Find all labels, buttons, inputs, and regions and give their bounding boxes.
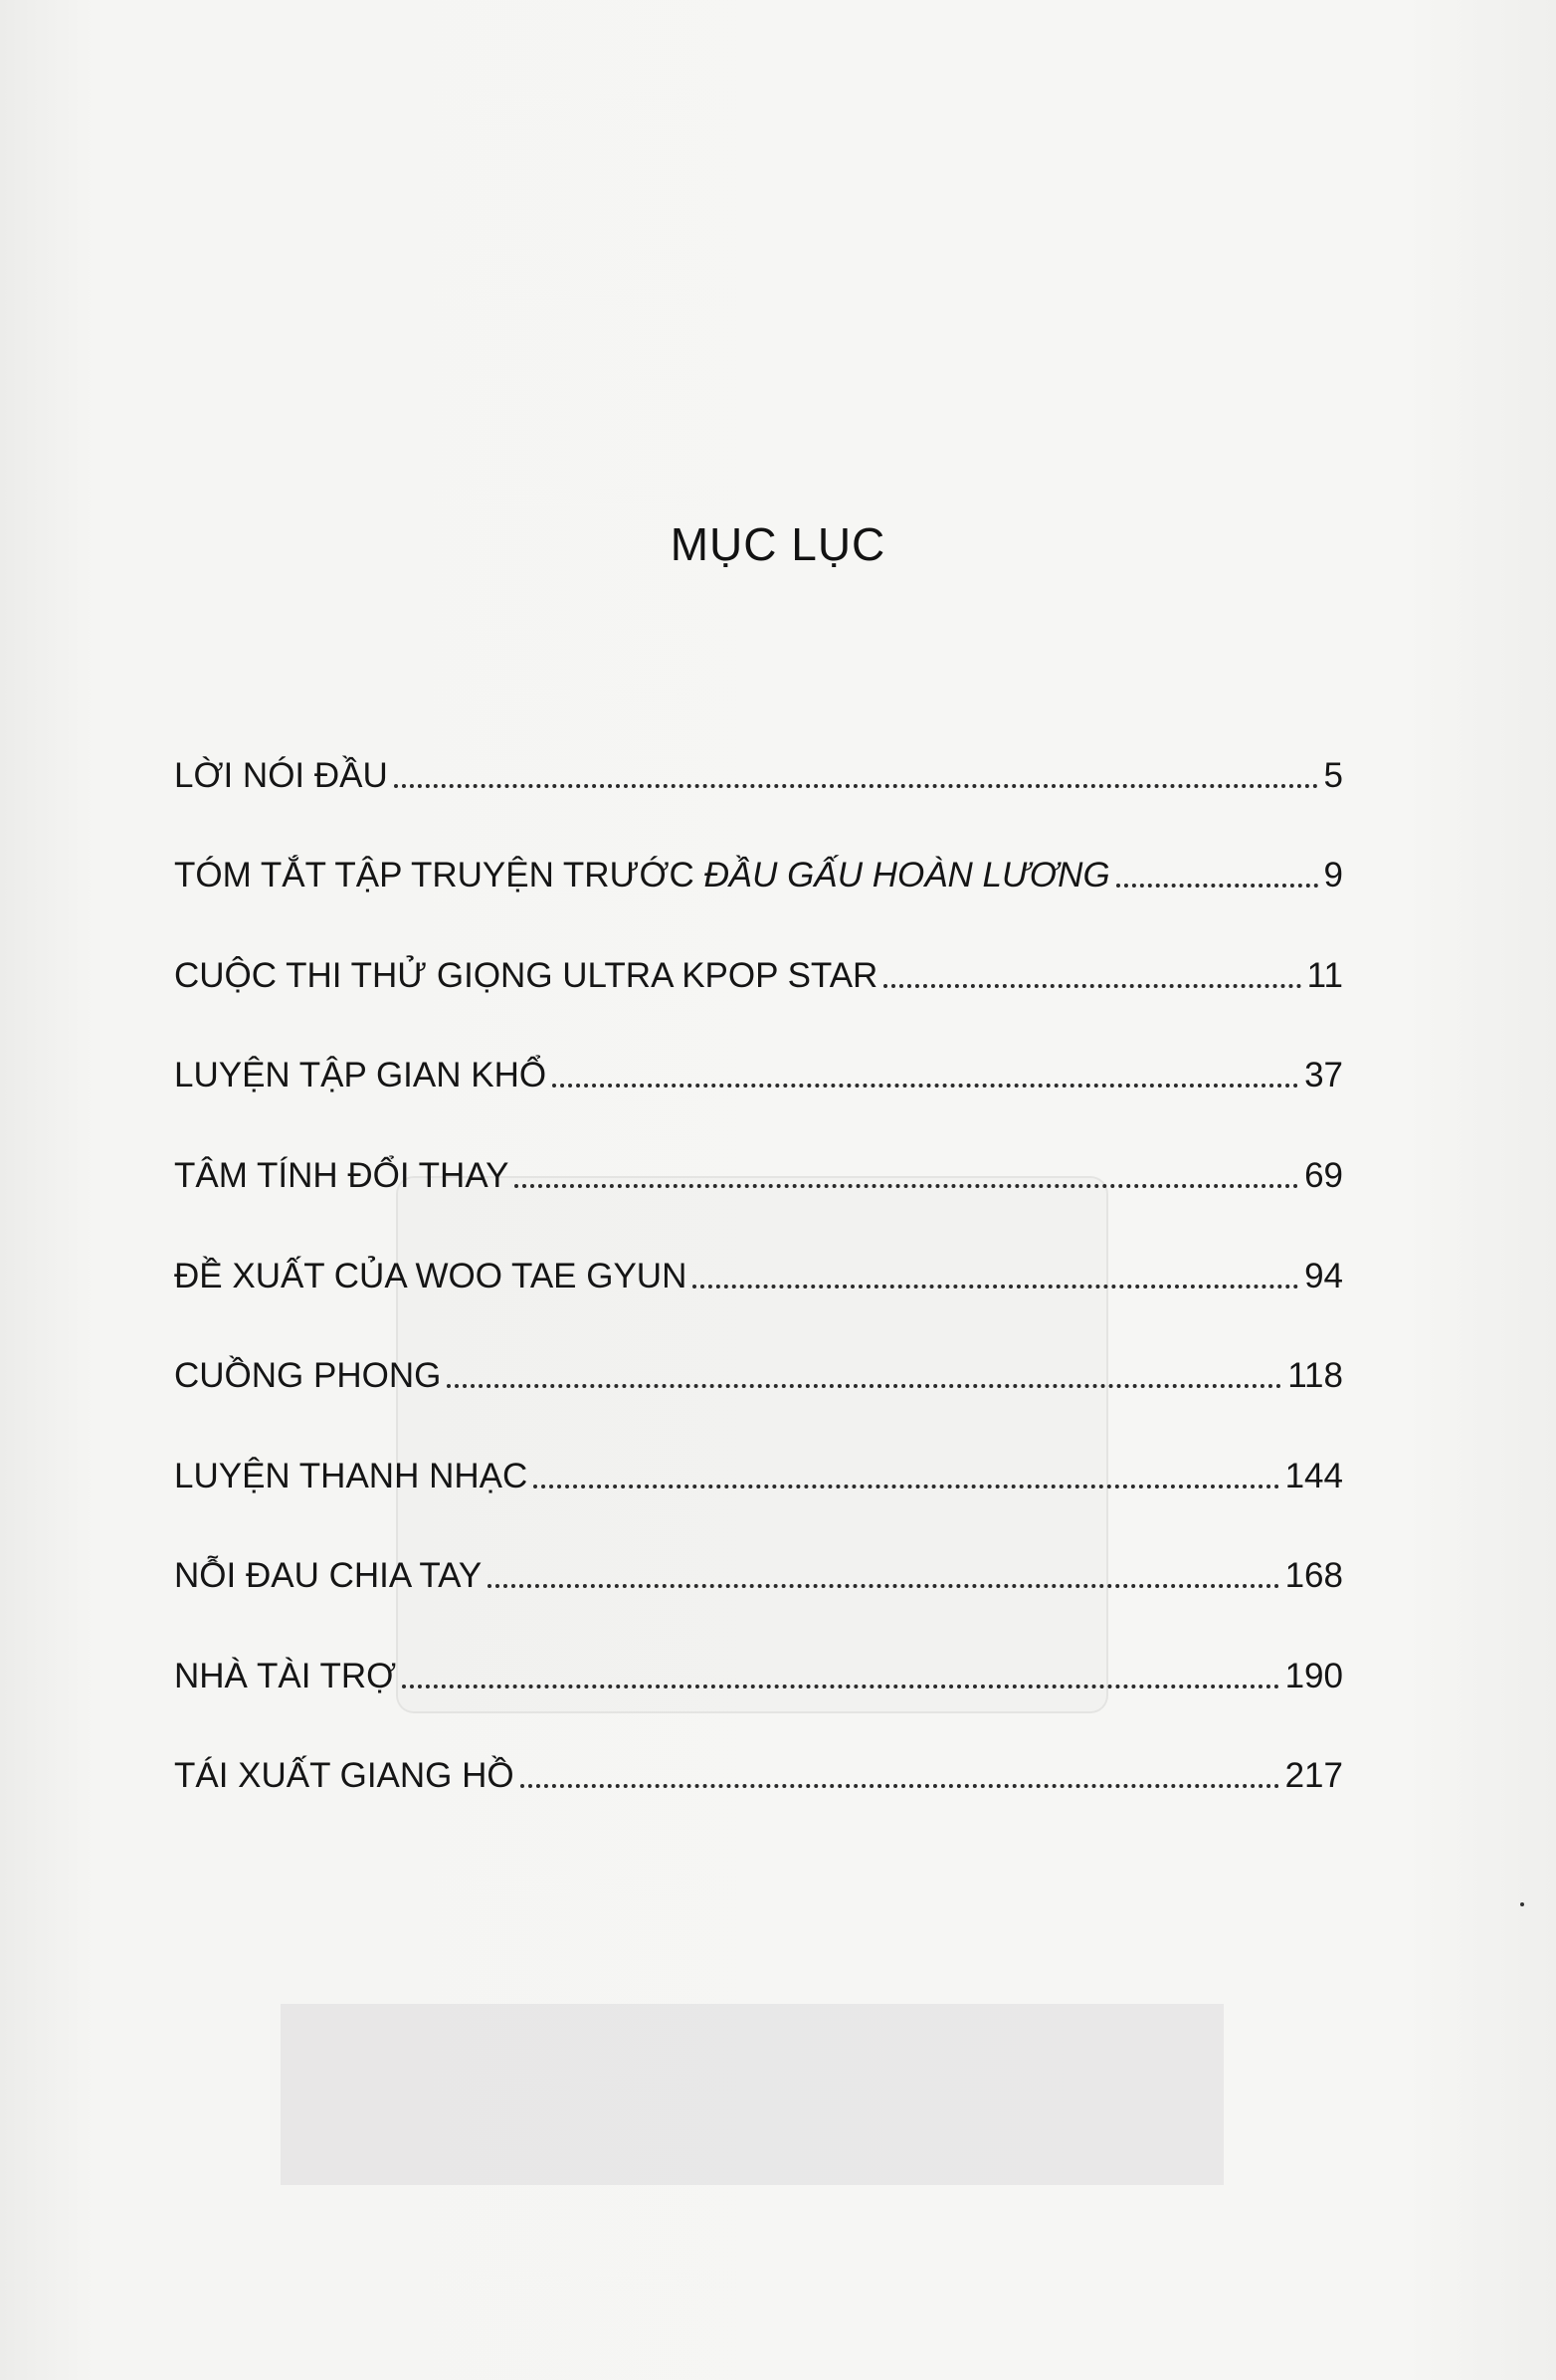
bleed-through-band — [281, 2004, 1224, 2185]
dot-leader — [533, 1485, 1278, 1488]
toc-entry-page: 9 — [1323, 856, 1343, 894]
toc-entry-noi-dau[interactable] — [174, 1536, 1343, 1596]
dot-leader — [514, 1184, 1298, 1188]
dot-leader — [402, 1685, 1278, 1688]
dot-leader — [447, 1384, 1281, 1388]
toc-entry-page: 217 — [1284, 1756, 1343, 1795]
toc-entry-page: 5 — [1323, 756, 1343, 795]
dot-leader — [487, 1584, 1278, 1588]
toc-entry-luyen-thanh-nhac[interactable] — [174, 1437, 1343, 1496]
toc-entry-page: 11 — [1306, 956, 1343, 995]
dot-leader — [394, 784, 1318, 788]
toc-entry-label: CUỘC THI THỬ GIỌNG ULTRA KPOP STAR — [174, 956, 878, 995]
stray-ink-dot — [1520, 1902, 1524, 1906]
dot-leader — [520, 1784, 1279, 1788]
dot-leader — [552, 1084, 1298, 1088]
toc-entry-label: CUỒNG PHONG — [174, 1356, 442, 1395]
toc-entry-page: 168 — [1284, 1556, 1343, 1595]
toc-entry-cuong-phong[interactable] — [174, 1336, 1343, 1396]
toc-entry-label: TÓM TẮT TẬP TRUYỆN TRƯỚC ĐẦU GẤU HOÀN LƯƠNG — [174, 856, 1110, 894]
toc-entry-tam-tinh[interactable] — [174, 1136, 1343, 1196]
dot-leader — [1116, 884, 1318, 888]
toc-entry-page: 118 — [1287, 1356, 1343, 1395]
toc-entry-tai-xuat[interactable] — [174, 1736, 1343, 1796]
dot-leader — [883, 984, 1300, 988]
toc-entry-loi-noi-dau[interactable] — [174, 736, 1343, 796]
toc-entry-label: LỜI NÓI ĐẦU — [174, 756, 388, 795]
toc-entry-label: TÁI XUẤT GIANG HỒ — [174, 1756, 514, 1795]
toc-entry-page: 190 — [1284, 1657, 1343, 1695]
toc-entry-label: LUYỆN THANH NHẠC — [174, 1457, 528, 1495]
toc-entry-label: LUYỆN TẬP GIAN KHỔ — [174, 1056, 547, 1094]
toc-entry-page: 144 — [1284, 1457, 1343, 1495]
toc-entry-de-xuat[interactable] — [174, 1237, 1343, 1296]
toc-entry-page: 94 — [1304, 1257, 1343, 1295]
toc-entry-label: ĐỀ XUẤT CỦA WOO TAE GYUN — [174, 1257, 687, 1295]
toc-title: MỤC LỤC — [670, 518, 886, 570]
dot-leader — [692, 1285, 1298, 1289]
toc-entry-cuoc-thi[interactable] — [174, 936, 1343, 996]
toc-entry-tom-tat[interactable] — [174, 836, 1343, 895]
toc-entry-label: NHÀ TÀI TRỢ — [174, 1657, 397, 1695]
toc-entry-luyen-tap[interactable] — [174, 1036, 1343, 1095]
toc-entry-page: 69 — [1304, 1156, 1343, 1195]
toc-entry-page: 37 — [1304, 1056, 1343, 1094]
toc-entry-nha-tai-tro[interactable] — [174, 1637, 1343, 1696]
toc-entry-label: TÂM TÍNH ĐỔI THAY — [174, 1156, 509, 1195]
toc-entry-label: NỖI ĐAU CHIA TAY — [174, 1556, 483, 1595]
